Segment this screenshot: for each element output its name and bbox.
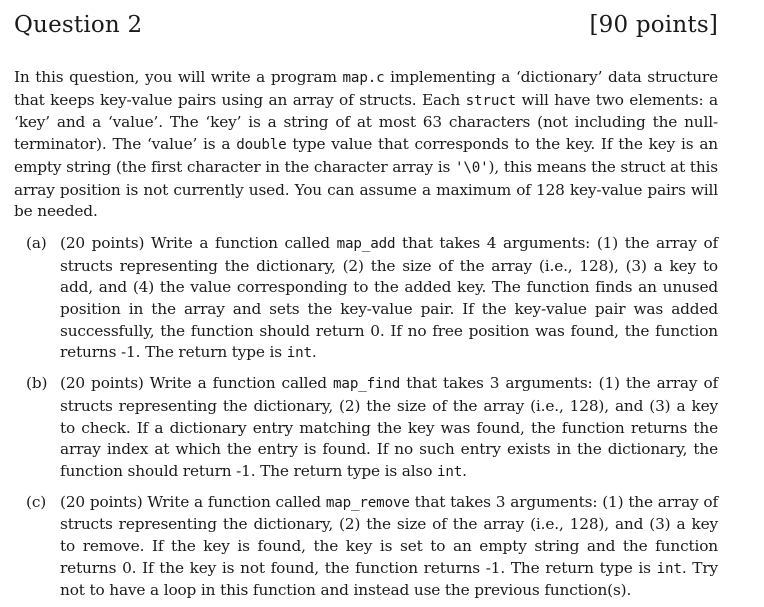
part-a-text [60, 233, 718, 365]
part-c-text-2: that takes 3 arguments: (1) the array of structs representing the dictionary, (2) the size of the array (i.e., 128), and (3) a key to remove. If the key is found, the key is set to an empty string and the function returns 0. If the key is not found, the function returns -1. The return type is [60, 492, 719, 577]
intro-text-1: In this question, you will write a program [14, 68, 343, 86]
intro-text-3: will have two elements: a ‘key’ and a ‘value’. The ‘key’ is a string of at most 63 characters (not including the null-terminator). The ‘value’ is a [14, 90, 718, 154]
part-c-code-return-type: int [656, 560, 682, 577]
question-parts [14, 233, 718, 602]
intro-code-filename: map.c [342, 70, 385, 86]
part-a-text-1: (20 points) Write a function called [60, 233, 337, 252]
part-c-text-1: (20 points) Write a function called [60, 492, 326, 511]
part-a-text-2: that takes 4 arguments: (1) the array of structs representing the dictionary, (2) the size of the array (i.e., 128), (3) a key to add, and (4) the value corresponding to the added key. The function finds an unused position in the array and sets the key-value pair. If the key-value pair was added successfully, the function should return 0. If no free position was found, the function returns -1. The return type is [60, 233, 719, 362]
part-b [14, 373, 718, 484]
part-a-code-return-type: int [286, 345, 312, 362]
part-c-label: (c) [26, 492, 47, 511]
part-b-label: (b) [26, 374, 48, 393]
part-a [14, 233, 718, 365]
intro-code-struct: struct [465, 92, 516, 109]
part-b-code-function: map_find [333, 376, 401, 393]
intro-code-null-char: '\0' [454, 159, 489, 176]
part-b-code-return-type: int [436, 463, 463, 480]
part-b-text-3: . [462, 461, 467, 480]
part-c-text [60, 492, 718, 603]
part-a-label: (a) [26, 233, 47, 252]
intro-text-4: type value that corresponds to the key. If the key is an empty string (the first character in the character array is [14, 135, 718, 176]
part-c-text-3: . Try not to have a loop in this function and instead use the previous function(s). [60, 558, 718, 600]
part-b-text-2: that takes 3 arguments: (1) the array of structs representing the dictionary, (2) the size of the array (i.e., 128), and (3) a key to check. If a dictionary entry matching the key was found, the function returns the array index at which the entry is found. If no such entry exists in the dictionary, the function should return -1. The return type is also [60, 374, 719, 480]
intro-text-5: ), this means the struct at this array position is not currently used. You can assume a maximum of 128 key-value pairs will be needed. [14, 157, 719, 221]
part-a-code-function: map_add [336, 235, 396, 252]
intro-text-2: implementing a ‘dictionary’ data structure that keeps key-value pairs using an array of structs. Each [14, 68, 719, 109]
part-a-text-3: . [311, 343, 317, 362]
question-title: Question 2 [14, 12, 143, 38]
intro-code-double: double [236, 137, 287, 154]
intro-paragraph [14, 67, 718, 223]
part-c-code-function: map_remove [325, 494, 410, 511]
part-b-text-1: (20 points) Write a function called [60, 374, 334, 393]
question-header [14, 12, 718, 52]
question-points: [90 points] [589, 12, 718, 38]
part-c [14, 492, 718, 603]
part-b-text [60, 373, 718, 484]
